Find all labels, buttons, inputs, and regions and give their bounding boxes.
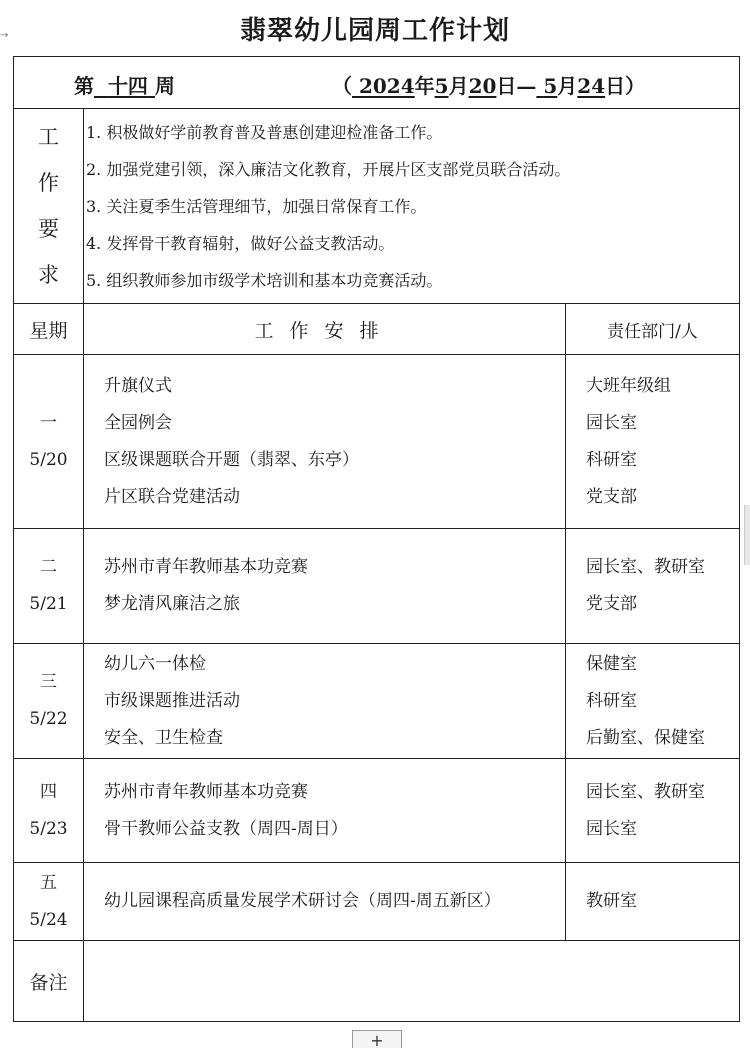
- task-item: 市级课题推进活动: [104, 690, 240, 711]
- task-list: [84, 883, 565, 920]
- date-label: 5/20: [29, 449, 68, 470]
- requirement-item: 5. 组织教师参加市级学术培训和基本功竞赛活动。: [86, 270, 443, 290]
- weekly-plan-table: [13, 56, 740, 1022]
- plus-icon: +: [370, 1031, 384, 1050]
- header-work: 工作安排: [84, 304, 566, 355]
- task-item: 骨干教师公益支教（周四-周日）: [104, 818, 348, 839]
- task-list: [84, 774, 565, 848]
- responsible-cell: [566, 863, 740, 941]
- schedule-row-wed: [14, 644, 740, 759]
- page-title: 翡翠幼儿园周工作计划: [239, 16, 510, 46]
- header-weekday: 星期: [14, 304, 84, 355]
- responsible-item: 大班年级组: [586, 375, 671, 396]
- responsible-cell: [566, 759, 740, 863]
- add-sheet-button[interactable]: [352, 1030, 402, 1048]
- task-list: [84, 646, 565, 757]
- task-item: 升旗仪式: [104, 375, 172, 396]
- day-cell: [14, 355, 84, 529]
- requirements-list: [84, 114, 739, 299]
- side-arrow-icon: →: [0, 30, 9, 41]
- responsible-list: [566, 883, 739, 920]
- req-label-char: 工: [38, 125, 59, 149]
- day-cell: [14, 863, 84, 941]
- task-list: [84, 549, 565, 623]
- tasks-cell: [84, 644, 566, 759]
- task-item: 片区联合党建活动: [104, 486, 240, 507]
- week-cell: [14, 57, 740, 109]
- weekday-label: 二: [40, 557, 57, 577]
- requirement-item: 3. 关注夏季生活管理细节，加强日常保育工作。: [86, 196, 427, 216]
- day-cell: [14, 644, 84, 759]
- requirements-row: [14, 109, 740, 304]
- tasks-cell: [84, 529, 566, 644]
- responsible-item: 党支部: [586, 486, 637, 507]
- notes-content[interactable]: [84, 941, 740, 1022]
- requirements-content-cell: [84, 109, 740, 304]
- schedule-row-mon: [14, 355, 740, 529]
- schedule-row-tue: [14, 529, 740, 644]
- date-label: 5/21: [29, 594, 68, 614]
- responsible-cell: [566, 355, 740, 529]
- day-cell: [14, 529, 84, 644]
- task-item: 区级课题联合开题（翡翠、东亭）: [104, 449, 359, 470]
- header-responsible: 责任部门/人: [566, 304, 740, 355]
- date-label: 5/22: [29, 709, 68, 729]
- responsible-cell: [566, 529, 740, 644]
- task-item: 幼儿六一体检: [104, 653, 206, 674]
- responsible-item: 园长室、教研室: [586, 781, 705, 802]
- tasks-cell: [84, 863, 566, 941]
- week-number: 第 十四 周: [74, 74, 175, 98]
- responsible-list: [566, 774, 739, 848]
- task-item: 全园例会: [104, 412, 172, 433]
- task-item: 幼儿园课程高质量发展学术研讨会（周四-周五新区）: [104, 891, 501, 911]
- task-item: 安全、卫生检查: [104, 727, 223, 748]
- responsible-item: 科研室: [586, 690, 637, 711]
- requirements-label: [14, 109, 83, 303]
- week-row: [14, 57, 740, 109]
- responsible-item: 党支部: [586, 594, 637, 614]
- tasks-cell: [84, 759, 566, 863]
- task-list: [84, 368, 565, 516]
- req-label-char: 作: [38, 171, 59, 195]
- notes-row: [14, 941, 740, 1022]
- responsible-item: 后勤室、保健室: [586, 727, 705, 748]
- responsible-item: 园长室: [586, 412, 637, 433]
- week-date-range: （ 2024年5月20日— 5月24日）: [332, 74, 646, 98]
- responsible-item: 教研室: [586, 891, 637, 911]
- weekday-label: 三: [40, 672, 57, 692]
- tasks-cell: [84, 355, 566, 529]
- scrollbar-track[interactable]: [744, 505, 750, 565]
- responsible-list: [566, 549, 739, 623]
- requirement-item: 2. 加强党建引领，深入廉洁文化教育，开展片区支部党员联合活动。: [86, 159, 571, 179]
- responsible-item: 园长室、教研室: [586, 557, 705, 577]
- schedule-row-fri: [14, 863, 740, 941]
- day-cell: [14, 759, 84, 863]
- responsible-item: 园长室: [586, 818, 637, 839]
- task-item: 苏州市青年教师基本功竞赛: [104, 557, 308, 577]
- requirements-label-cell: [14, 109, 84, 304]
- responsible-item: 科研室: [586, 449, 637, 470]
- responsible-list: [566, 368, 739, 516]
- requirement-item: 4. 发挥骨干教育辐射，做好公益支教活动。: [86, 233, 395, 253]
- weekday-label: 五: [40, 872, 57, 893]
- notes-label: 备注: [14, 941, 84, 1022]
- task-item: 苏州市青年教师基本功竞赛: [104, 781, 308, 802]
- req-label-char: 求: [38, 263, 59, 287]
- date-label: 5/24: [29, 909, 68, 930]
- weekday-label: 四: [40, 781, 57, 802]
- responsible-item: 保健室: [586, 653, 637, 674]
- date-label: 5/23: [29, 818, 68, 839]
- req-label-char: 要: [38, 217, 59, 241]
- schedule-header-row: [14, 304, 740, 355]
- weekday-label: 一: [40, 412, 57, 433]
- schedule-row-thu: [14, 759, 740, 863]
- responsible-list: [566, 646, 739, 757]
- responsible-cell: [566, 644, 740, 759]
- requirement-item: 1. 积极做好学前教育普及普惠创建迎检准备工作。: [86, 122, 443, 142]
- task-item: 梦龙清风廉洁之旅: [104, 594, 240, 614]
